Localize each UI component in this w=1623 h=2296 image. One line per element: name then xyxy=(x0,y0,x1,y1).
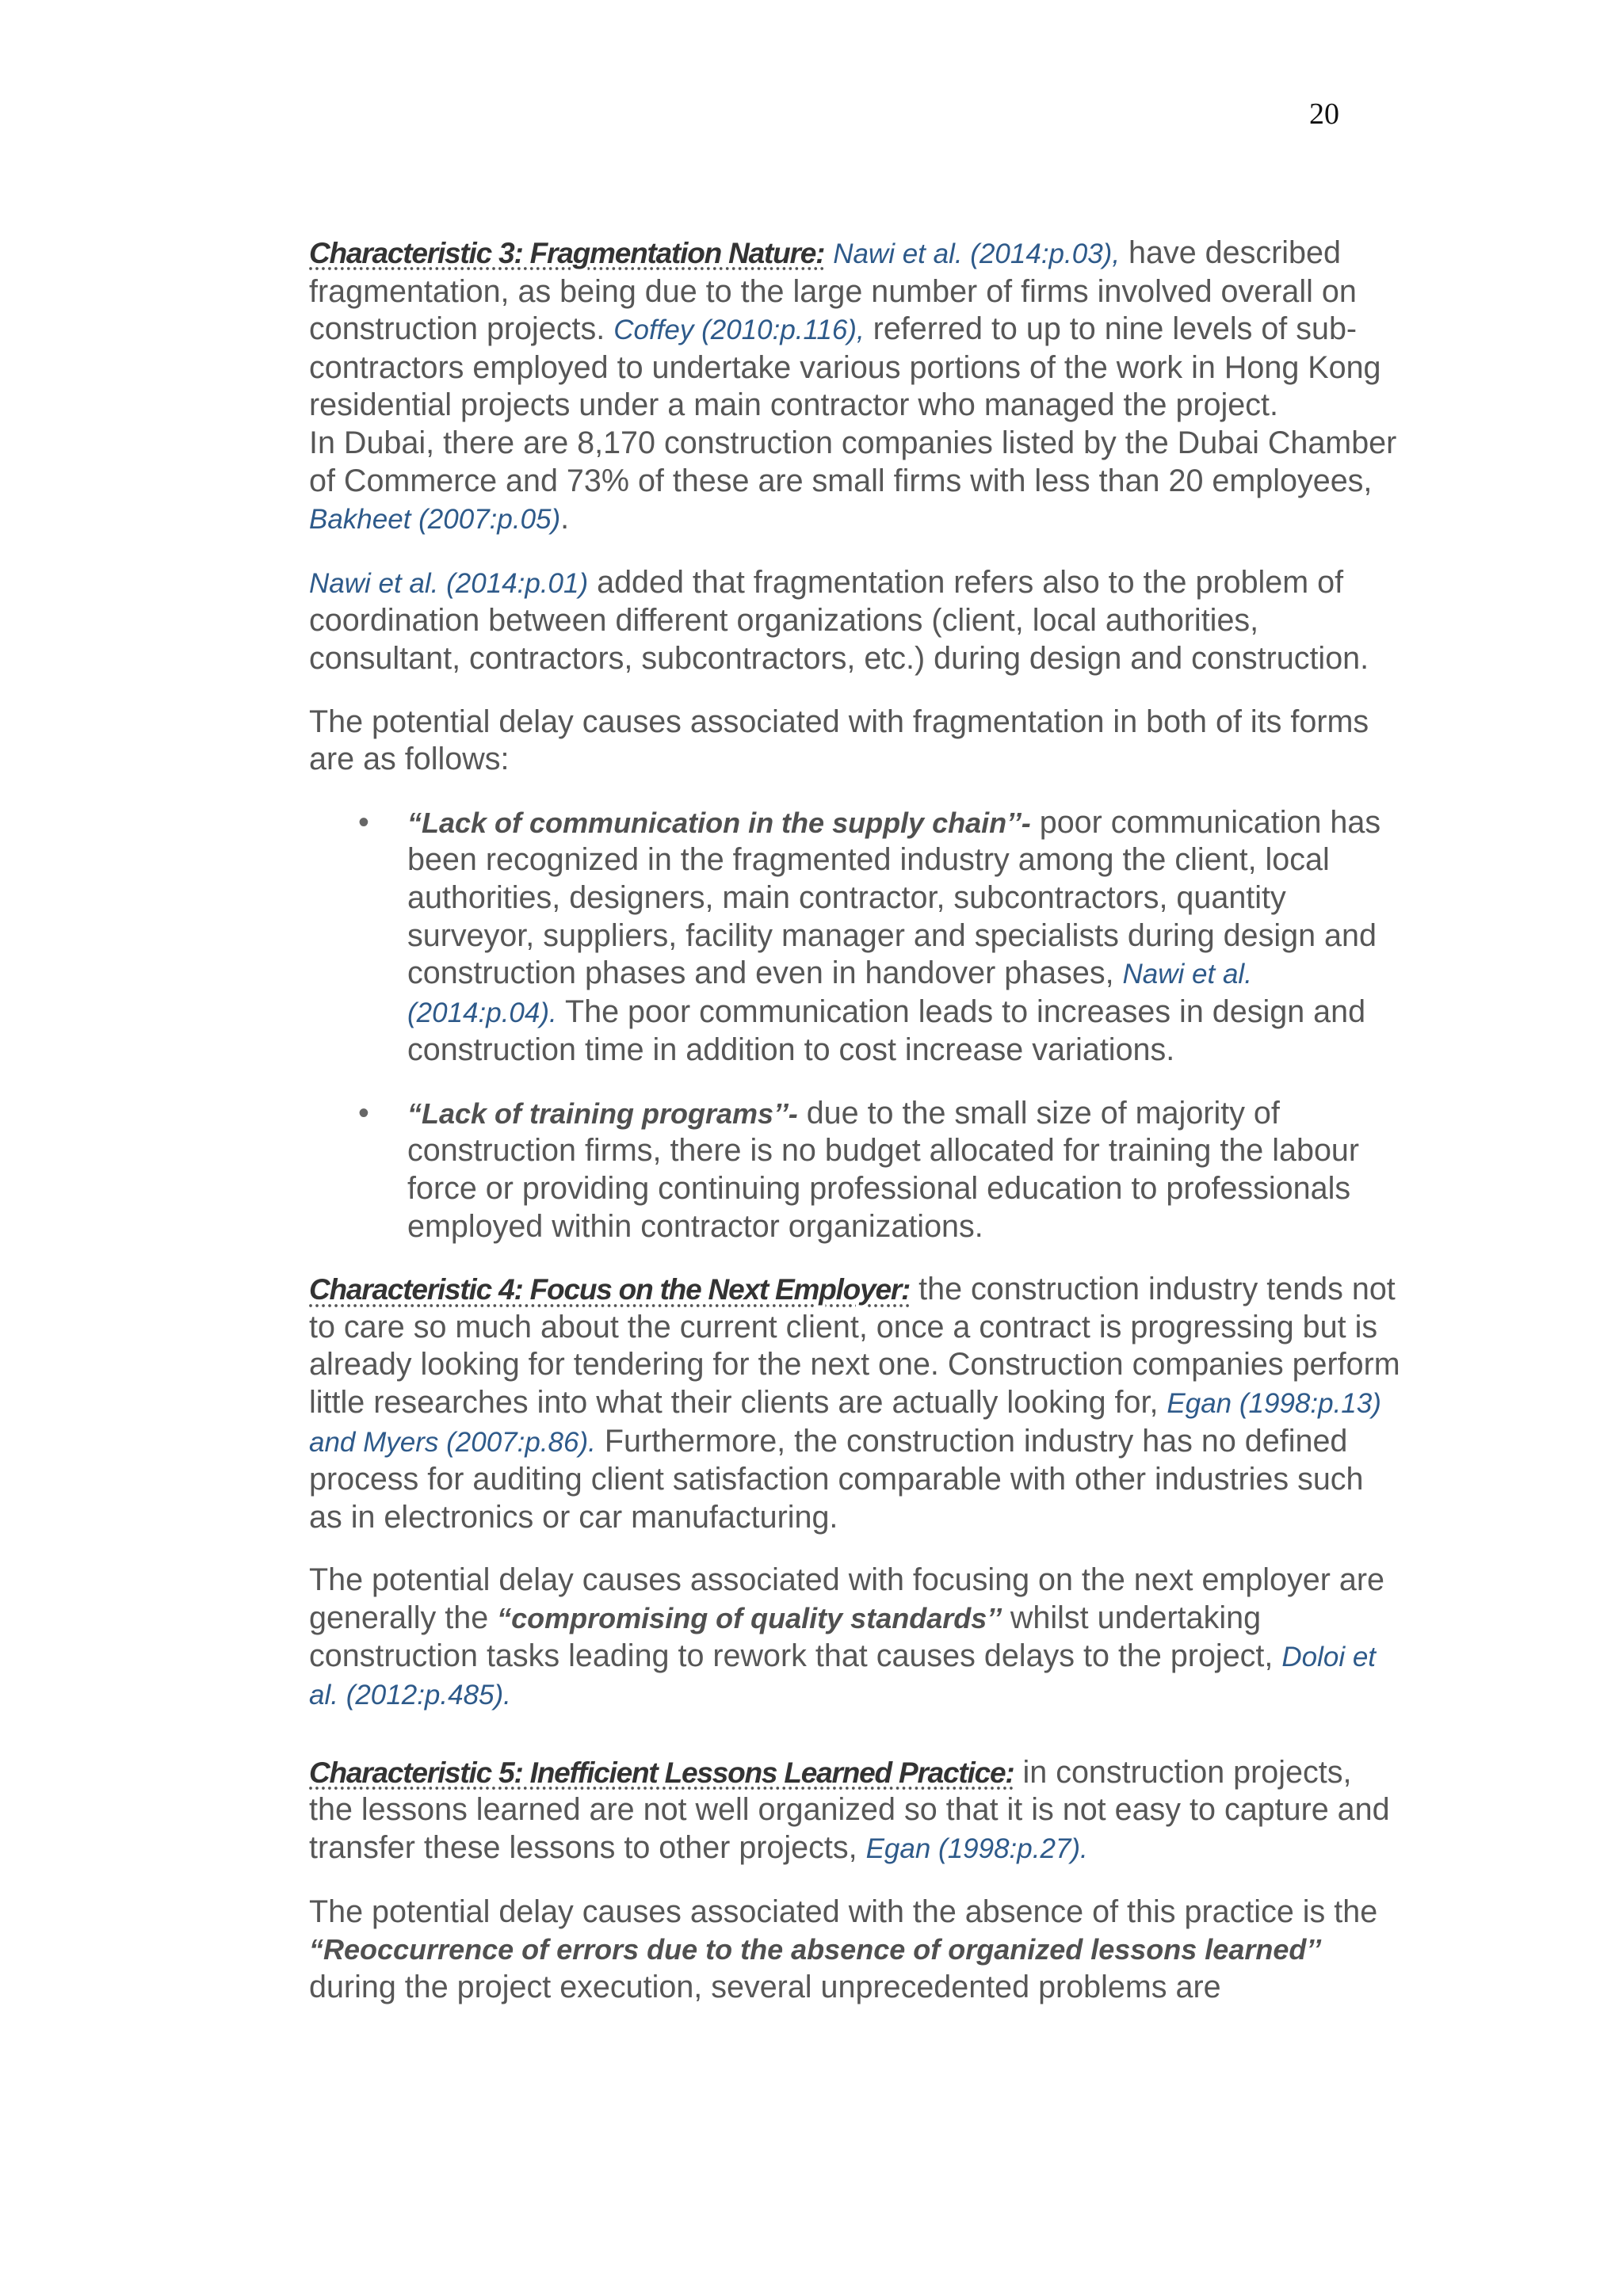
body-text: In Dubai, there are 8,170 construction companies listed by the Dubai Chamber of Commerce and 73% of these are small firms with less than 20 employees, xyxy=(309,425,1397,498)
heading-characteristic-4: Characteristic 4: Focus on the Next Employer: xyxy=(309,1273,911,1306)
delay-causes-list xyxy=(309,804,1403,1246)
paragraph-dubai xyxy=(309,425,1403,539)
paragraph-fragmentation-causes: The potential delay causes associated with fragmentation in both of its forms are as follows: xyxy=(309,704,1369,777)
citation: Egan (1998:p.13) and Myers (2007:p.86). xyxy=(309,1388,1381,1458)
body-text: The poor communication leads to increases in design and construction time in addition to cost increase variations. xyxy=(407,994,1366,1068)
bullet-icon: • xyxy=(358,804,369,840)
paragraph-characteristic-4 xyxy=(309,1271,1403,1536)
body-text: The potential delay causes associated with focusing on the next employer are generally the xyxy=(309,1562,1384,1635)
page-number: 20 xyxy=(1309,97,1339,131)
body-text: in construction projects, the lessons learned are not well organized so that it is not easy to capture and transfer these lessons to other projects, xyxy=(309,1754,1390,1865)
cause-title: “compromising of quality standards’’ xyxy=(497,1602,1002,1634)
body-text: referred to up to nine levels of sub-contractors employed to undertake various portions of the work in Hong Kong residential projects under a main contractor who managed the project. xyxy=(309,311,1381,423)
citation: Nawi et al. (2014:p.04). xyxy=(407,959,1252,1028)
body-text: whilst undertaking construction tasks leading to rework that causes delays to the project, xyxy=(309,1600,1282,1673)
citation: Coffey (2010:p.116), xyxy=(613,315,865,346)
heading-characteristic-3: Characteristic 3: Fragmentation Nature: xyxy=(309,237,825,269)
list-item xyxy=(309,804,1403,1070)
cause-title: “Lack of communication in the supply chain’’- xyxy=(407,806,1031,839)
paragraph-coordination xyxy=(309,564,1403,678)
body-text: added that fragmentation refers also to the problem of coordination between different organizations (client, local authorities, consultant, contractors, subcontractors, etc.) during design and construction. xyxy=(309,564,1369,676)
body-text: during the project execution, several unprecedented problems are xyxy=(309,1969,1221,2004)
cause-title: “Reoccurrence of errors due to the absence of organized lessons learned’’ xyxy=(309,1933,1322,1966)
citation: Egan (1998:p.27). xyxy=(865,1833,1088,1864)
bullet-icon: • xyxy=(358,1095,369,1131)
paragraph-characteristic-5 xyxy=(309,1754,1403,1868)
body-text: poor communication has been recognized in the fragmented industry among the client, local authorities, designers, main contractor, subcontractors, quantity surveyor, suppliers, facility manager and specialists during design and construction phases and even in handover phases, xyxy=(407,804,1381,991)
list-item xyxy=(309,1095,1403,1245)
paragraph-next-employer-causes xyxy=(309,1562,1403,1714)
body-text: . xyxy=(560,501,570,536)
body-text: due to the small size of majority of construction firms, there is no budget allocated for training the labour force or providing continuing professional education to professionals employed within contractor organizations. xyxy=(407,1095,1360,1244)
citation: Nawi et al. (2014:p.03), xyxy=(833,238,1121,269)
document-body xyxy=(309,235,1403,2031)
heading-characteristic-5: Characteristic 5: Inefficient Lessons Learned Practice: xyxy=(309,1756,1014,1789)
body-text: have described fragmentation, as being due to the large number of firms involved overall on construction projects. xyxy=(309,235,1357,347)
body-text: Furthermore, the construction industry has no defined process for auditing client satisfaction comparable with other industries such as in electronics or car manufacturing. xyxy=(309,1423,1364,1535)
cause-title: “Lack of training programs’’- xyxy=(407,1097,798,1130)
citation: Doloi et al. (2012:p.485). xyxy=(309,1641,1377,1711)
citation: Bakheet (2007:p.05) xyxy=(309,504,561,536)
body-text: the construction industry tends not to care so much about the current client, once a contract is progressing but is already looking for tendering for the next one. Construction companies perform little researches into what their clients are actually looking for, xyxy=(309,1272,1400,1421)
paragraph-lessons-causes xyxy=(309,1894,1403,2007)
paragraph-characteristic-3 xyxy=(309,235,1403,425)
body-text: The potential delay causes associated with the absence of this practice is the xyxy=(309,1894,1378,1929)
citation: Nawi et al. (2014:p.01) xyxy=(309,567,589,599)
